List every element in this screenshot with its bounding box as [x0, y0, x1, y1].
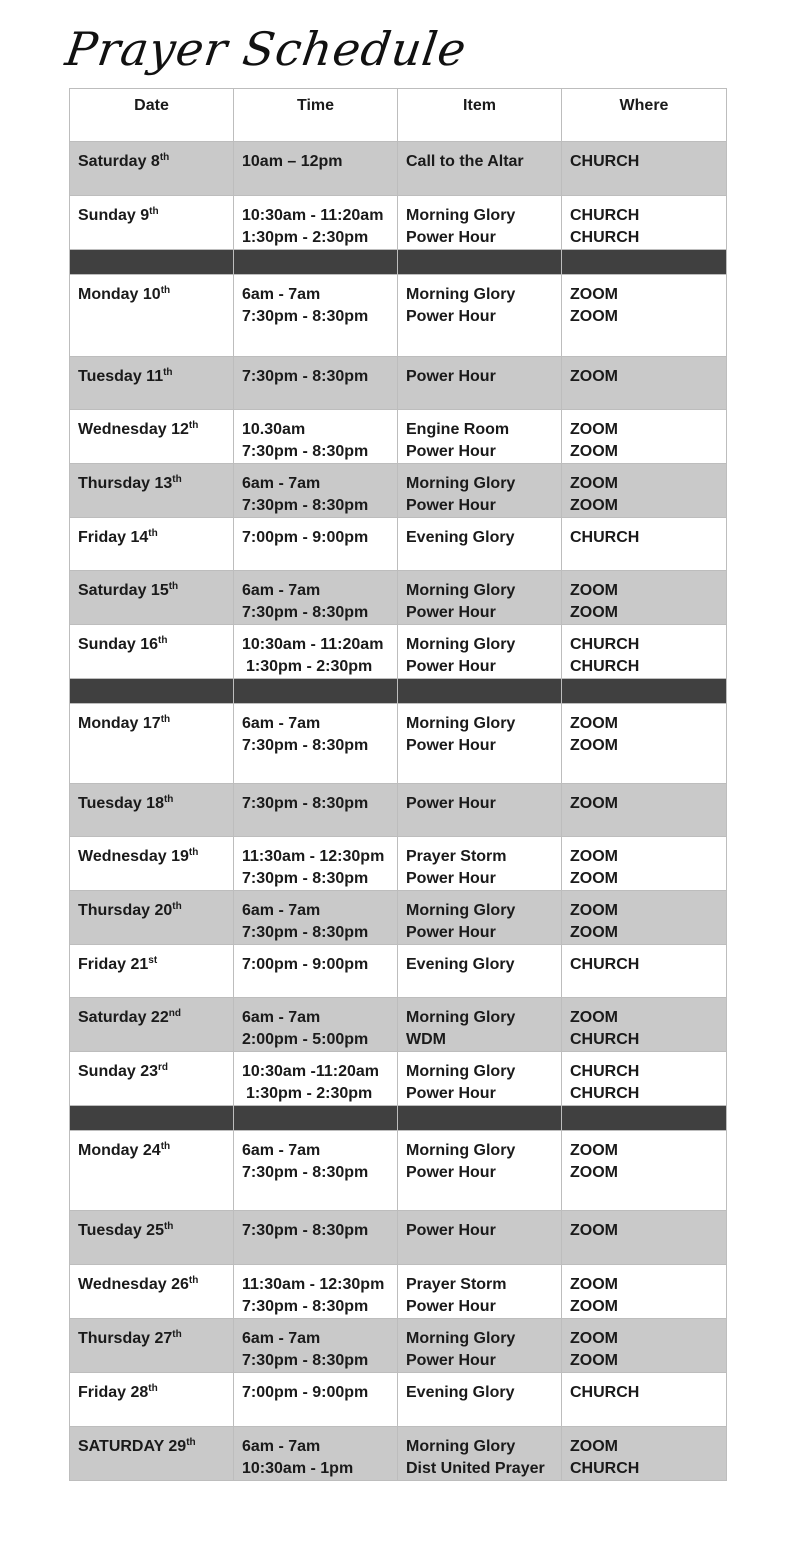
time-line: 7:30pm - 8:30pm: [242, 368, 369, 385]
where-line: CHURCH: [570, 1063, 640, 1080]
date-cell: [70, 1211, 234, 1265]
date-cell: [70, 357, 234, 410]
where-line: CHURCH: [570, 636, 640, 653]
where-line: ZOOM: [570, 308, 618, 325]
date-label: SATURDAY 29: [78, 1438, 187, 1455]
date-cell: [70, 142, 234, 196]
time-cell: [234, 571, 398, 625]
date-label: Monday 10: [78, 286, 161, 303]
date-suffix: th: [172, 474, 182, 485]
date-cell: [70, 704, 234, 784]
where-cell: [562, 837, 727, 891]
item-line: Morning Glory: [406, 1438, 516, 1455]
item-cell: [398, 945, 562, 998]
where-line: ZOOM: [570, 870, 618, 887]
date-suffix: th: [149, 206, 159, 217]
item-line: Power Hour: [406, 1222, 496, 1239]
time-cell: [234, 142, 398, 196]
where-cell: [562, 275, 727, 357]
item-line: Power Hour: [406, 229, 496, 246]
where-line: CHURCH: [570, 229, 640, 246]
where-line: ZOOM: [570, 421, 618, 438]
item-line: Dist United Prayer: [406, 1460, 545, 1477]
week-separator: [70, 250, 727, 275]
time-line: 6am - 7am: [242, 475, 321, 492]
table-row: [70, 784, 727, 837]
item-line: Power Hour: [406, 1164, 496, 1181]
table-row: [70, 464, 727, 518]
time-line: 7:30pm - 8:30pm: [242, 497, 369, 514]
item-line: Evening Glory: [406, 1384, 515, 1401]
date-suffix: th: [148, 1383, 158, 1394]
time-cell: [234, 625, 398, 679]
separator-cell: [562, 1106, 727, 1131]
date-label: Saturday 15: [78, 582, 169, 599]
time-line: 6am - 7am: [242, 1009, 321, 1026]
item-line: Power Hour: [406, 737, 496, 754]
item-cell: [398, 410, 562, 464]
time-line: 7:30pm - 8:30pm: [242, 870, 369, 887]
time-line: 6am - 7am: [242, 715, 321, 732]
date-suffix: th: [188, 847, 199, 858]
header-where: Where: [562, 89, 727, 142]
where-line: CHURCH: [570, 1460, 640, 1477]
date-suffix: th: [172, 901, 182, 912]
where-cell: [562, 1373, 727, 1427]
time-line: 6am - 7am: [242, 1142, 321, 1159]
separator-cell: [398, 679, 562, 704]
item-line: Engine Room: [406, 421, 510, 438]
item-line: Morning Glory: [406, 902, 516, 919]
table-row: [70, 1131, 727, 1211]
item-line: Power Hour: [406, 795, 496, 812]
item-cell: [398, 357, 562, 410]
where-cell: [562, 410, 727, 464]
item-cell: [398, 518, 562, 571]
date-cell: [70, 784, 234, 837]
schedule-body: [70, 142, 727, 1481]
item-line: Morning Glory: [406, 1063, 516, 1080]
date-cell: [70, 410, 234, 464]
item-line: Power Hour: [406, 308, 496, 325]
time-cell: [234, 1265, 398, 1319]
table-row: [70, 142, 727, 196]
date-suffix: th: [188, 1275, 199, 1286]
item-line: Power Hour: [406, 924, 496, 941]
time-line: 7:30pm - 8:30pm: [242, 1222, 369, 1239]
where-cell: [562, 1265, 727, 1319]
week-separator: [70, 679, 727, 704]
item-cell: [398, 1052, 562, 1106]
time-line: 1:30pm - 2:30pm: [246, 658, 373, 675]
item-line: Prayer Storm: [406, 848, 507, 865]
date-suffix: th: [163, 794, 174, 805]
date-label: Thursday 27: [78, 1330, 173, 1347]
time-line: 7:30pm - 8:30pm: [242, 795, 369, 812]
table-row: [70, 837, 727, 891]
where-line: CHURCH: [570, 207, 640, 224]
date-suffix: th: [188, 420, 199, 431]
date-suffix: rd: [158, 1062, 169, 1073]
item-line: Evening Glory: [406, 529, 515, 546]
date-label: Monday 17: [78, 715, 161, 732]
time-line: 7:30pm - 8:30pm: [242, 308, 369, 325]
time-line: 1:30pm - 2:30pm: [246, 1085, 373, 1102]
separator-cell: [70, 679, 234, 704]
date-suffix: th: [159, 152, 170, 163]
table-row: [70, 945, 727, 998]
where-line: ZOOM: [570, 902, 618, 919]
time-cell: [234, 357, 398, 410]
date-suffix: th: [158, 635, 168, 646]
where-cell: [562, 1427, 727, 1481]
date-cell: [70, 1319, 234, 1373]
date-suffix: nd: [168, 1008, 181, 1019]
where-line: ZOOM: [570, 1164, 618, 1181]
time-cell: [234, 1052, 398, 1106]
date-suffix: th: [148, 528, 158, 539]
date-suffix: th: [160, 714, 171, 725]
time-line: 10.30am: [242, 421, 306, 438]
where-cell: [562, 464, 727, 518]
date-label: Saturday 22: [78, 1009, 169, 1026]
where-line: ZOOM: [570, 795, 618, 812]
time-line: 1:30pm - 2:30pm: [242, 229, 369, 246]
time-line: 6am - 7am: [242, 286, 321, 303]
table-row: [70, 1319, 727, 1373]
where-cell: [562, 784, 727, 837]
time-cell: [234, 837, 398, 891]
time-cell: [234, 275, 398, 357]
time-cell: [234, 196, 398, 250]
date-label: Saturday 8: [78, 153, 160, 170]
time-line: 7:00pm - 9:00pm: [242, 956, 369, 973]
table-row: [70, 410, 727, 464]
date-cell: [70, 1427, 234, 1481]
date-cell: [70, 891, 234, 945]
item-cell: [398, 1265, 562, 1319]
time-cell: [234, 891, 398, 945]
where-cell: [562, 1211, 727, 1265]
item-cell: [398, 704, 562, 784]
item-line: Morning Glory: [406, 207, 516, 224]
date-cell: [70, 837, 234, 891]
where-line: ZOOM: [570, 1352, 618, 1369]
where-line: ZOOM: [570, 1009, 618, 1026]
item-cell: [398, 196, 562, 250]
date-cell: [70, 571, 234, 625]
item-line: Morning Glory: [406, 286, 516, 303]
where-line: ZOOM: [570, 497, 618, 514]
item-line: Power Hour: [406, 604, 496, 621]
item-line: Power Hour: [406, 870, 496, 887]
week-separator: [70, 1106, 727, 1131]
date-suffix: th: [160, 1141, 171, 1152]
time-cell: [234, 784, 398, 837]
table-row: [70, 1052, 727, 1106]
time-line: 7:30pm - 8:30pm: [242, 443, 369, 460]
table-row: [70, 704, 727, 784]
date-cell: [70, 196, 234, 250]
where-cell: [562, 945, 727, 998]
where-line: ZOOM: [570, 1438, 618, 1455]
separator-cell: [70, 1106, 234, 1131]
separator-cell: [70, 250, 234, 275]
date-cell: [70, 998, 234, 1052]
date-label: Wednesday 19: [78, 848, 189, 865]
item-line: Call to the Altar: [406, 153, 524, 170]
where-line: ZOOM: [570, 443, 618, 460]
time-line: 2:00pm - 5:00pm: [242, 1031, 369, 1048]
date-label: Sunday 23: [78, 1063, 159, 1080]
time-line: 7:30pm - 8:30pm: [242, 1298, 369, 1315]
time-cell: [234, 1211, 398, 1265]
date-label: Friday 28: [78, 1384, 149, 1401]
header-item: Item: [398, 89, 562, 142]
item-line: Morning Glory: [406, 1330, 516, 1347]
item-cell: [398, 625, 562, 679]
where-line: CHURCH: [570, 1384, 640, 1401]
time-cell: [234, 518, 398, 571]
where-cell: [562, 704, 727, 784]
where-line: ZOOM: [570, 1298, 618, 1315]
time-line: 7:30pm - 8:30pm: [242, 1352, 369, 1369]
time-line: 11:30am - 12:30pm: [242, 1276, 385, 1293]
separator-cell: [234, 1106, 398, 1131]
item-line: Morning Glory: [406, 636, 516, 653]
item-cell: [398, 1319, 562, 1373]
date-cell: [70, 1265, 234, 1319]
header-date: Date: [70, 89, 234, 142]
time-line: 7:30pm - 8:30pm: [242, 1164, 369, 1181]
item-cell: [398, 142, 562, 196]
date-label: Tuesday 18: [78, 795, 164, 812]
time-cell: [234, 1319, 398, 1373]
where-cell: [562, 571, 727, 625]
date-label: Sunday 9: [78, 207, 150, 224]
where-line: ZOOM: [570, 737, 618, 754]
where-line: CHURCH: [570, 658, 640, 675]
item-cell: [398, 1427, 562, 1481]
table-row: [70, 1265, 727, 1319]
time-line: 10:30am - 11:20am: [242, 636, 384, 653]
where-cell: [562, 891, 727, 945]
item-line: Power Hour: [406, 1298, 496, 1315]
where-line: ZOOM: [570, 286, 618, 303]
date-label: Tuesday 25: [78, 1222, 164, 1239]
item-line: Power Hour: [406, 497, 496, 514]
where-line: ZOOM: [570, 604, 618, 621]
item-cell: [398, 1211, 562, 1265]
time-cell: [234, 1427, 398, 1481]
time-line: 7:30pm - 8:30pm: [242, 604, 369, 621]
date-label: Tuesday 11: [78, 368, 164, 385]
time-line: 6am - 7am: [242, 1438, 321, 1455]
time-cell: [234, 704, 398, 784]
time-cell: [234, 945, 398, 998]
date-cell: [70, 1373, 234, 1427]
date-suffix: th: [168, 581, 179, 592]
item-cell: [398, 837, 562, 891]
item-line: Power Hour: [406, 658, 496, 675]
separator-cell: [562, 250, 727, 275]
schedule-table: [69, 88, 727, 1481]
date-suffix: th: [186, 1437, 196, 1448]
item-line: Power Hour: [406, 1352, 496, 1369]
item-line: Power Hour: [406, 368, 496, 385]
time-line: 10am – 12pm: [242, 153, 343, 170]
table-row: [70, 891, 727, 945]
item-cell: [398, 464, 562, 518]
date-label: Thursday 13: [78, 475, 173, 492]
header-time: Time: [234, 89, 398, 142]
time-line: 7:00pm - 9:00pm: [242, 529, 369, 546]
date-label: Monday 24: [78, 1142, 161, 1159]
where-line: ZOOM: [570, 582, 618, 599]
table-row: [70, 275, 727, 357]
item-line: Morning Glory: [406, 715, 516, 732]
separator-cell: [398, 250, 562, 275]
where-cell: [562, 1319, 727, 1373]
where-line: CHURCH: [570, 1085, 640, 1102]
date-cell: [70, 464, 234, 518]
where-cell: [562, 142, 727, 196]
table-row: [70, 1373, 727, 1427]
table-row: [70, 357, 727, 410]
where-line: ZOOM: [570, 475, 618, 492]
page-title: Prayer Schedule: [62, 22, 471, 76]
time-line: 7:30pm - 8:30pm: [242, 924, 369, 941]
where-line: ZOOM: [570, 1142, 618, 1159]
date-cell: [70, 945, 234, 998]
where-line: ZOOM: [570, 715, 618, 732]
date-cell: [70, 625, 234, 679]
item-line: Morning Glory: [406, 1009, 516, 1026]
time-cell: [234, 464, 398, 518]
date-label: Thursday 20: [78, 902, 173, 919]
item-cell: [398, 891, 562, 945]
where-line: ZOOM: [570, 1222, 618, 1239]
date-suffix: th: [163, 367, 173, 378]
separator-cell: [234, 250, 398, 275]
table-row: [70, 1427, 727, 1481]
item-cell: [398, 275, 562, 357]
time-cell: [234, 1373, 398, 1427]
where-line: ZOOM: [570, 848, 618, 865]
where-cell: [562, 196, 727, 250]
item-cell: [398, 571, 562, 625]
item-line: Morning Glory: [406, 582, 516, 599]
date-cell: [70, 518, 234, 571]
time-cell: [234, 1131, 398, 1211]
header-row: [70, 89, 727, 142]
item-line: Prayer Storm: [406, 1276, 507, 1293]
separator-cell: [234, 679, 398, 704]
item-line: Morning Glory: [406, 1142, 516, 1159]
item-line: WDM: [406, 1031, 446, 1048]
date-label: Sunday 16: [78, 636, 159, 653]
where-cell: [562, 1052, 727, 1106]
date-suffix: th: [163, 1221, 174, 1232]
time-line: 7:30pm - 8:30pm: [242, 737, 369, 754]
separator-cell: [562, 679, 727, 704]
date-suffix: st: [148, 955, 158, 966]
where-line: CHURCH: [570, 956, 640, 973]
where-line: CHURCH: [570, 1031, 640, 1048]
table-row: [70, 518, 727, 571]
item-cell: [398, 1373, 562, 1427]
item-cell: [398, 1131, 562, 1211]
time-line: 10:30am - 1pm: [242, 1460, 354, 1477]
where-cell: [562, 357, 727, 410]
table-row: [70, 998, 727, 1052]
date-label: Wednesday 12: [78, 421, 189, 438]
where-line: ZOOM: [570, 1330, 618, 1347]
item-cell: [398, 784, 562, 837]
time-cell: [234, 998, 398, 1052]
separator-cell: [398, 1106, 562, 1131]
date-cell: [70, 275, 234, 357]
where-cell: [562, 1131, 727, 1211]
date-suffix: th: [160, 285, 171, 296]
date-label: Friday 14: [78, 529, 149, 546]
where-line: ZOOM: [570, 1276, 618, 1293]
date-label: Friday 21: [78, 956, 149, 973]
time-line: 6am - 7am: [242, 1330, 321, 1347]
time-line: 10:30am - 11:20am: [242, 207, 384, 224]
date-label: Wednesday 26: [78, 1276, 189, 1293]
table-row: [70, 625, 727, 679]
where-line: CHURCH: [570, 153, 640, 170]
where-cell: [562, 998, 727, 1052]
where-line: ZOOM: [570, 368, 618, 385]
date-cell: [70, 1052, 234, 1106]
where-cell: [562, 625, 727, 679]
table-row: [70, 196, 727, 250]
item-line: Power Hour: [406, 1085, 496, 1102]
where-line: ZOOM: [570, 924, 618, 941]
where-line: CHURCH: [570, 529, 640, 546]
where-cell: [562, 518, 727, 571]
date-cell: [70, 1131, 234, 1211]
time-cell: [234, 410, 398, 464]
item-line: Evening Glory: [406, 956, 515, 973]
time-line: 11:30am - 12:30pm: [242, 848, 385, 865]
item-line: Morning Glory: [406, 475, 516, 492]
table-row: [70, 571, 727, 625]
time-line: 6am - 7am: [242, 582, 321, 599]
date-suffix: th: [172, 1329, 182, 1340]
time-line: 7:00pm - 9:00pm: [242, 1384, 369, 1401]
item-cell: [398, 998, 562, 1052]
item-line: Power Hour: [406, 443, 496, 460]
time-line: 10:30am -11:20am: [242, 1063, 379, 1080]
time-line: 6am - 7am: [242, 902, 321, 919]
table-row: [70, 1211, 727, 1265]
